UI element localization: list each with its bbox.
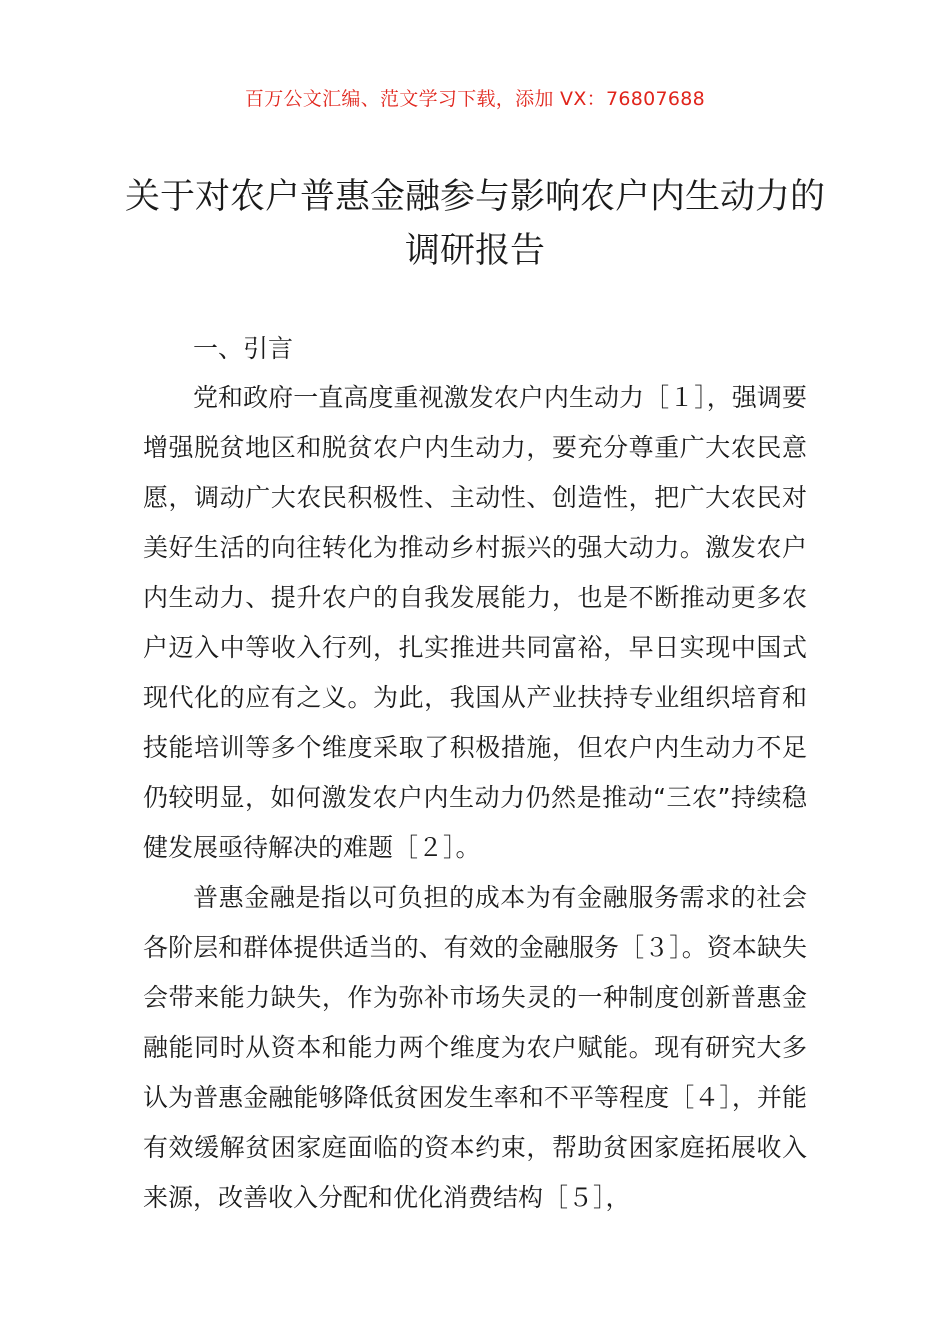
header-watermark-note: 百万公文汇编、范文学习下载，添加 VX：76807688: [244, 88, 706, 110]
section-heading: 一、引言: [193, 334, 294, 363]
document-body: [143, 325, 807, 1223]
paragraph: 党和政府一直高度重视激发农户内生动力［１］，强调要增强脱贫地区和脱贫农户内生动力，要充分尊重广大农民意愿，调动广大农民积极性、主动性、创造性，把广大农民对美好生活的向往转化为推动乡村振兴的强大动力。激发农户内生动力、提升农户的自我发展能力，也是不断推动更多农户迈入中等收入行列，扎实推进共同富裕，早日实现中国式现代化的应有之义。为此，我国从产业扶持专业组织培育和技能培训等多个维度采取了积极措施，但农户内生动力不足仍较明显，如何激发农户内生动力仍然是推动“三农”持续稳健发展亟待解决的难题［２］。: [143, 383, 807, 862]
paragraph: 普惠金融是指以可负担的成本为有金融服务需求的社会各阶层和群体提供适当的、有效的金融服务［３］。资本缺失会带来能力缺失，作为弥补市场失灵的一种制度创新普惠金融能同时从资本和能力两个维度为农户赋能。现有研究大多认为普惠金融能够降低贫困发生率和不平等程度［４］，并能有效缓解贫困家庭面临的资本约束，帮助贫困家庭拓展收入来源，改善收入分配和优化消费结构［５］，: [143, 883, 807, 1212]
document-title: 关于对农户普惠金融参与影响农户内生动力的调研报告: [124, 177, 825, 271]
